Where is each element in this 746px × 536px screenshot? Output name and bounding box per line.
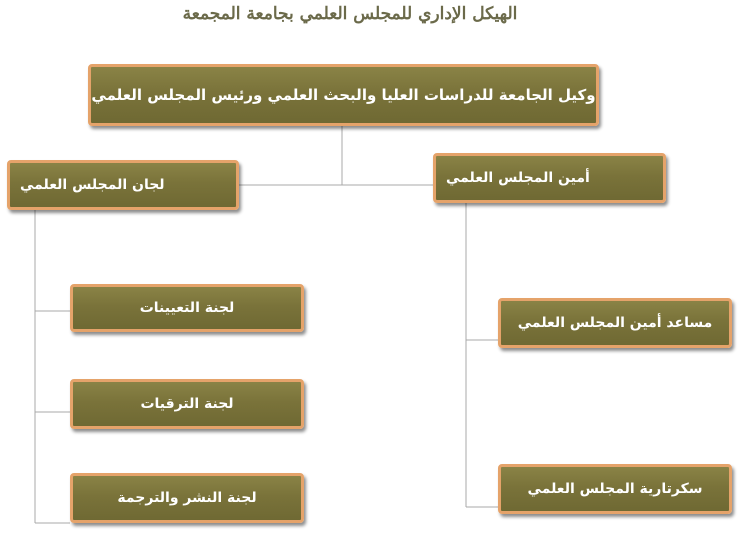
node-committees-label: لجان المجلس العلمي bbox=[20, 177, 165, 193]
page-title: الهيكل الإداري للمجلس العلمي بجامعة المجمعة bbox=[182, 4, 518, 24]
node-promotions-committee bbox=[70, 379, 304, 429]
node-appointments-label: لجنة التعيينات bbox=[139, 300, 235, 316]
node-appointments-committee bbox=[70, 284, 304, 332]
node-publishing-label: لجنة النشر والترجمة bbox=[117, 490, 257, 506]
node-head-label: وكيل الجامعة للدراسات العليا والبحث العلمي ورئيس المجلس العلمي bbox=[91, 86, 596, 104]
node-assistant-label: مساعد أمين المجلس العلمي bbox=[517, 315, 713, 331]
node-publishing-committee bbox=[70, 473, 304, 523]
node-secretary-label: أمين المجلس العلمي bbox=[446, 170, 590, 186]
node-committees bbox=[7, 160, 239, 210]
node-secretary bbox=[433, 153, 666, 203]
node-assistant-secretary bbox=[498, 298, 732, 348]
node-office-label: سكرتارية المجلس العلمي bbox=[527, 481, 703, 497]
node-head bbox=[88, 64, 599, 126]
node-council-office bbox=[498, 464, 732, 514]
node-promotions-label: لجنة الترقيات bbox=[140, 396, 234, 412]
